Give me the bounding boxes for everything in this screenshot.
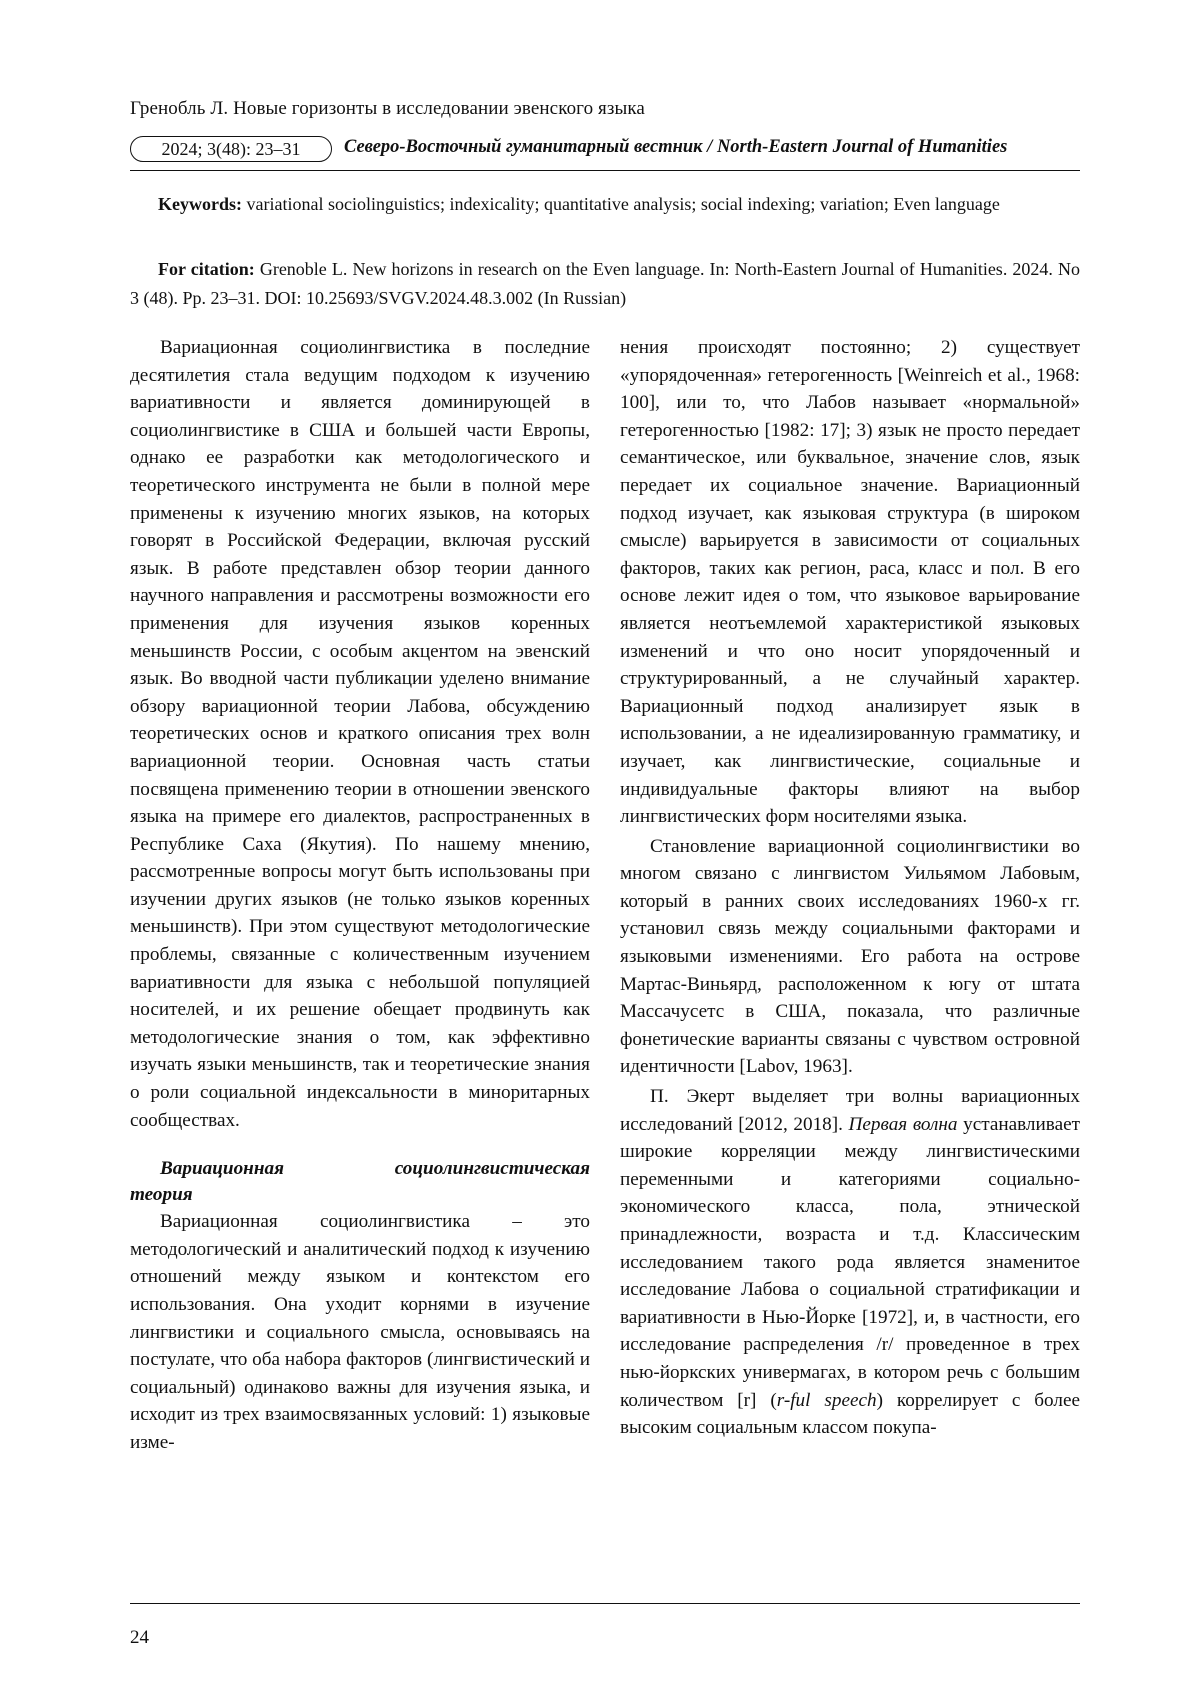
right-paragraph-3-part-c: ) коррелирует с более высоким социальным классом покупа-	[620, 1389, 1080, 1439]
right-column	[620, 334, 1080, 1442]
header-divider	[130, 170, 1080, 171]
page-number: 24	[130, 1627, 149, 1648]
abstract-paragraph: Вариационная социолингвистика в последние десятилетия стала ведущим подходом к изучению вариативности и является доминирующей в социолингвистике в США и большей части Европы, однако ее разработки как методологического и теоретического инструмента не были в полной мере применены к изучению многих языков, на которых говорят в Российской Федерации, включая русский язык. В работе представлен обзор теории данного научного направления и рассмотрены возможности его применения для изучения языков коренных меньшинств России, с особым акцентом на эвенский язык. Во вводной части публикации уделено внимание обзору вариационной теории Лабова, обсуждению теоретических основ и краткого описания трех волн вариационной теории. Основная часть статьи посвящена применению теории в отношении эвенского языка на примере его диалектов, распространенных в Республике Саха (Якутия). По нашему мнению, рассмотренные вопросы могут быть использованы при изучении других языков (не только языков коренных меньшинств). При этом существуют методологические проблемы, связанные с количественным изучением вариативности для языка с небольшой популяцией носителей, и их решение обещает продвинуть как методологические знания о том, как эффективно изучать языки меньшинств, так и теоретические знания о роли социальной индексальности в миноритарных сообществах.	[130, 337, 590, 1131]
journal-name: Северо-Восточный гуманитарный вестник / North-Eastern Journal of Humanities	[344, 137, 1008, 157]
section-heading-word1: Вариационная	[160, 1158, 284, 1180]
citation-block	[130, 255, 1080, 313]
section-heading-word2: социолингвистическая	[394, 1158, 590, 1180]
issue-row	[130, 136, 1080, 166]
issue-badge: 2024; 3(48): 23–31	[130, 136, 332, 162]
left-column	[130, 334, 590, 1457]
section-heading-word3: теория	[130, 1184, 193, 1206]
right-paragraph-3-part-a: П. Экерт выделяет три волны вариационных исследований [2012, 2018].	[620, 1086, 1080, 1135]
right-paragraph-3-part-b: устанавливает широкие корреляции между лингвистическими переменными и категориями социально-экономического класса, пола, этнической принадлежности, возраста и т.д. Классическим исследованием такого рода является знаменитое исследование Лабова о социальной стратификации и вариативности в Нью-Йорке [1972], и, в частности, его исследование распределения /r/ проведенное в трех нью-йоркских универмагах, в котором речь с большим количеством [r] (	[620, 1113, 1081, 1411]
right-paragraph-3	[620, 1083, 1080, 1442]
section-heading	[130, 1156, 590, 1208]
first-wave-term: Первая волна	[848, 1113, 958, 1135]
right-paragraph-1: нения происходят постоянно; 2) существует «упорядоченная» гетерогенность [Weinreich et al., 1968: 100], или то, что Лабов называет «нормальной» гетерогенностью [1982: 17]; 3) язык не просто передает семантическое, или буквальное, значение слов, язык передает их социальное значение. Вариационный подход изучает, как языковая структура (в широком смысле) варьируется в зависимости от социальных факторов, таких как регион, раса, класс и пол. В его основе лежит идея о том, что языковое варьирование является неотъемлемой характеристикой языковых изменений и что оно носит упорядоченный и структурированный, а не случайный характер. Вариационный подход анализирует язык в использовании, а не идеализированную грамматику, и изучает, как лингвистические, социальные и индивидуальные факторы влияют на выбор лингвистических форм носителями языка.	[620, 337, 1080, 828]
r-ful-speech-term: r-ful speech	[776, 1389, 877, 1411]
right-paragraph-2: Становление вариационной социолингвистики во многом связано с лингвистом Уильямом Лабовым, который в ранних своих исследованиях 1960-х гг. установил связь между социальными факторами и языковыми изменениями. Его работа на острове Мартас-Виньярд, расположенном к югу от штата Массачусетс в США, показала, что различные фонетические варианты связаны с чувством островной идентичности [Labov, 1963].	[620, 835, 1080, 1078]
section-paragraph: Вариационная социолингвистика – это методологический и аналитический подход к изучению отношений между языком и контекстом его использования. Она уходит корнями в изучение лингвистики и социального смысла, основываясь на постулате, что оба набора факторов (лингвистический и социальный) одинаково важны для изучения языка, и исходит из трех взаимосвязанных условий: 1) языковые изме-	[130, 1211, 590, 1453]
keywords-block	[130, 190, 1080, 219]
keywords-text: variational sociolinguistics; indexicality; quantitative analysis; social indexing; variation; Even language	[242, 194, 1000, 214]
keywords-label: Keywords:	[158, 194, 242, 214]
footer-divider	[130, 1603, 1080, 1604]
citation-label: For citation:	[158, 259, 255, 279]
running-title: Гренобль Л. Новые горизонты в исследовании эвенского языка	[130, 98, 645, 119]
citation-text: Grenoble L. New horizons in research on the Even language. In: North-Eastern Journal of Humanities. 2024. No 3 (48). Pp. 23–31. DOI: 10.25693/SVGV.2024.48.3.002 (In Russian)	[130, 259, 1080, 308]
